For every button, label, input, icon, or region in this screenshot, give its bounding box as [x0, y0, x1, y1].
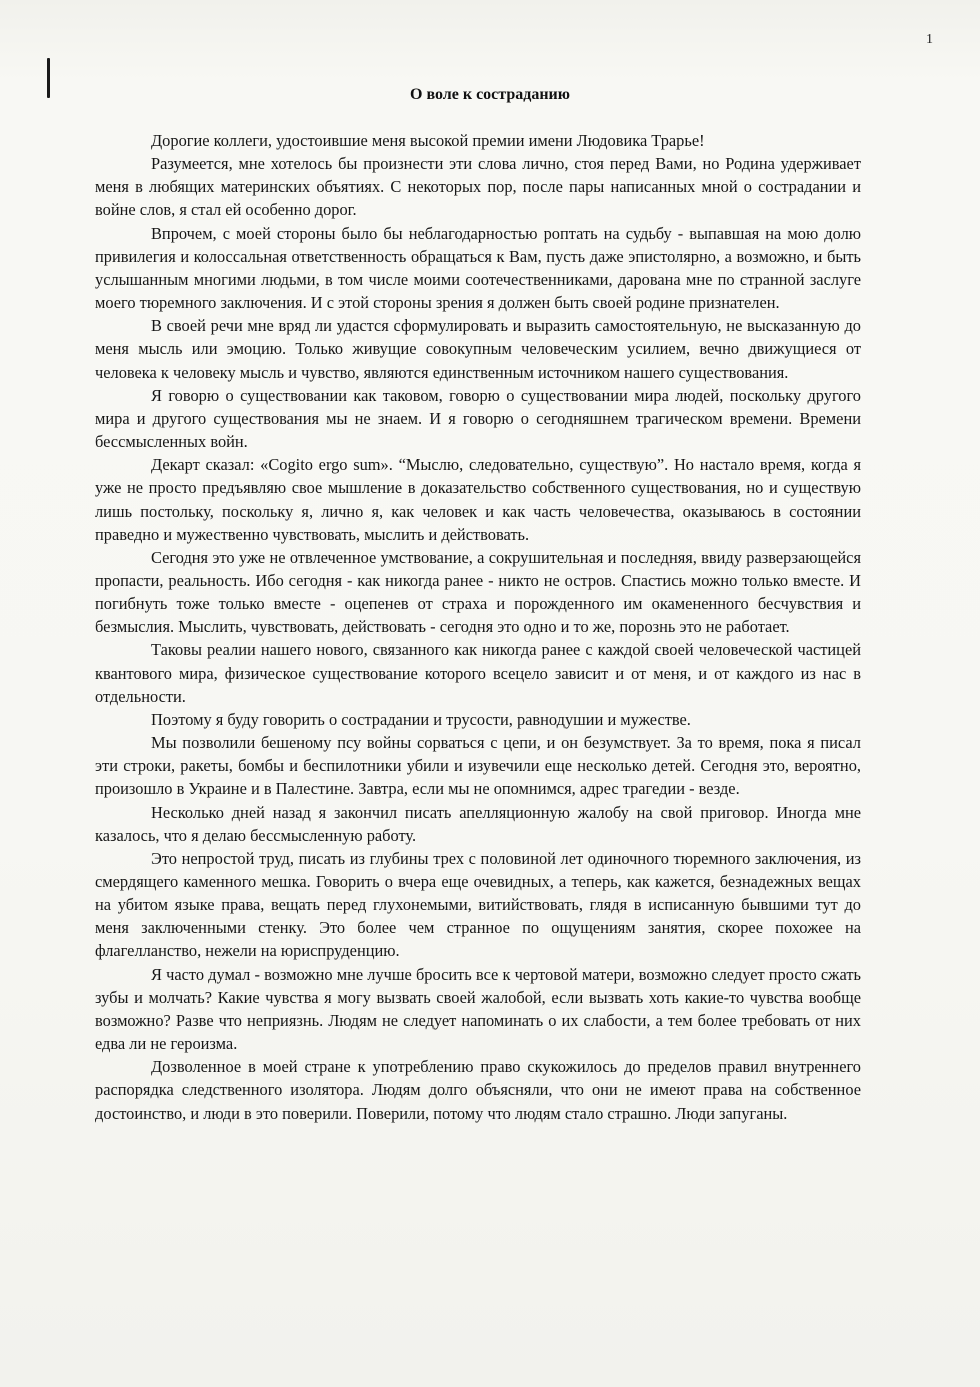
- paragraph: Декарт сказал: «Cogito ergo sum». “Мыслю, следовательно, существую”. Но настало время, когда я уже не просто предъявляю свое мышление в доказательство собственного существования, но и существую лишь постольку, поскольку я, лично я, как человек и как часть человечества, оказываюсь в состоянии праведно и мужественно чувствовать, мыслить и действовать.: [95, 455, 861, 544]
- paragraph: Несколько дней назад я закончил писать апелляционную жалобу на свой приговор. Иногда мне казалось, что я делаю бессмысленную работу.: [95, 802, 861, 845]
- paragraph: Дозволенное в моей стране к употреблению право скукожилось до пределов правил внутреннего распорядка следственного изолятора. Людям долго объясняли, что они не имеют права на собственное достоинство, и люди в это поверили. Поверили, потому что людям стало страшно. Люди запуганы.: [95, 1057, 861, 1123]
- page-number: 1: [926, 32, 933, 47]
- paragraph: Разумеется, мне хотелось бы произнести эти слова лично, стоя перед Вами, но Родина удерживает меня в любящих материнских объятиях. С некоторых пор, после пары написанных мной о сострадании и войне слов, я стал ей особенно дорог.: [95, 154, 861, 220]
- paragraph: Это непростой труд, писать из глубины трех с половиной лет одиночного тюремного заключения, из смердящего каменного мешка. Говорить о вчера еще очевидных, а теперь, как кажется, безнадежных вещах на убитом языке права, вещать перед глухонемыми, витийствовать, глядя в исписанную бывшими тут до меня заключенными стенку. Это более чем странное по ощущениям занятия, скорее похожее на флагелланство, нежели на юриспруденцию.: [95, 848, 861, 961]
- paragraph: Поэтому я буду говорить о сострадании и трусости, равнодушии и мужестве.: [151, 709, 691, 729]
- paragraph: Я часто думал - возможно мне лучше бросить все к чертовой матери, возможно следует просто сжать зубы и молчать? Какие чувства я могу вызвать своей жалобой, если вызвать хоть какие-то чувства вообще возможно? Разве что неприязнь. Людям не следует напоминать о их слабости, а тем более требовать от них едва ли не героизма.: [95, 964, 861, 1054]
- paragraph: Сегодня это уже не отвлеченное умствование, а сокрушительная и последняя, ввиду разверзающейся пропасти, реальность. Ибо сегодня - как никогда ранее - никто не остров. Спастись можно только вместе. И погибнуть тоже только вместе - оцепенев от страха и порожденного им окамененного бесчувствия и безмыслия. Мыслить, чувствовать, действовать - сегодня это одно и то же, порознь это не работает.: [95, 547, 861, 637]
- paragraph: В своей речи мне вряд ли удастся сформулировать и выразить самостоятельную, не высказанную до меня мысль или эмоцию. Только живущие совокупным человеческим усилием, вечно движущиеся от человека к человеку мысль и чувство, являются единственным источником нашего существования.: [95, 316, 861, 382]
- document-body: [95, 129, 861, 1125]
- document-title: О воле к состраданию: [410, 86, 570, 103]
- paragraph: Таковы реалии нашего нового, связанного как никогда ранее с каждой своей человеческой частицей квантового мира, физическое существование которого всецело зависит и от меня, и от каждого из нас в отдельности.: [95, 640, 861, 706]
- paragraph: Мы позволили бешеному псу войны сорваться с цепи, и он безумствует. За то время, пока я писал эти строки, ракеты, бомбы и беспилотники убили и изувечили еще несколько детей. Сегодня это, вероятно, произошло в Украине и в Палестине. Завтра, если мы не опомнимся, адрес трагедии - везде.: [95, 733, 861, 799]
- paragraph: Впрочем, с моей стороны было бы неблагодарностью роптать на судьбу - выпавшая на мою долю привилегия и колоссальная ответственность обращаться к Вам, пусть даже эпистолярно, а возможно, и быть услышанным многими людьми, в том числе моими соотечественниками, дарована мне по странной заслуге моего тюремного заключения. И с этой стороны зрения я должен быть своей родине признателен.: [95, 223, 861, 313]
- paragraph: Я говорю о существовании как таковом, говорю о существовании мира людей, поскольку другого мира и другого существования мы не знаем. И я говорю о сегодняшнем трагическом времени. Времени бессмысленных войн.: [95, 385, 861, 452]
- paragraph: Дорогие коллеги, удостоившие меня высокой премии имени Людовика Трарье!: [151, 131, 705, 150]
